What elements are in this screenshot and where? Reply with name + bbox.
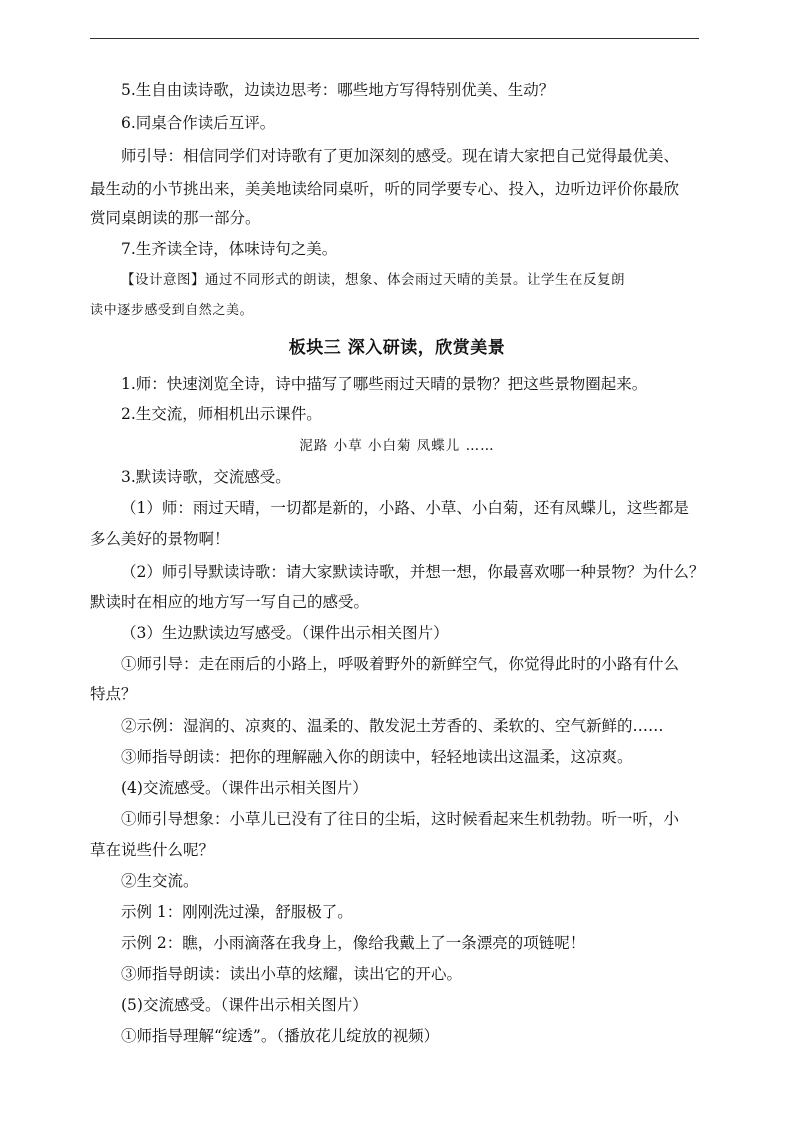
text-line: (4)交流感受。（课件出示相关图片） [121,779,368,797]
text-line: ③师指导朗读：读出小草的炫耀，读出它的开心。 [121,965,463,983]
text-line: 默读时在相应的地方写一写自己的感受。 [90,593,370,611]
text-line: (5)交流感受。（课件出示相关图片） [121,996,368,1014]
text-line: ①师引导：走在雨后的小路上，呼吸着野外的新鲜空气，你觉得此时的小路有什么 [121,655,680,673]
text-line: 示例 2：瞧，小雨滴落在我身上，像给我戴上了一条漂亮的项链呢！ [121,934,586,952]
scenery-words: 泥路 小草 小白菊 凤蝶儿 …… [299,438,495,454]
text-line: 师引导：相信同学们对诗歌有了更加深刻的感受。现在请大家把自己觉得最优美、 [121,147,680,165]
design-intent-cont: 读中逐步感受到自然之美。 [90,303,254,318]
section-title: 板块三 深入研读，欣赏美景 [288,338,506,358]
text-line: 2.生交流，师相机出示课件。 [121,405,322,423]
text-line: 6.同桌合作读后互评。 [121,114,276,132]
text-line: 7.生齐读全诗，体味诗句之美。 [121,240,338,258]
text-line: ①师引导想象：小草儿已没有了往日的尘垢，这时候看起来生机勃勃。听一听，小 [121,810,680,828]
text-line: 特点？ [90,685,137,703]
text-line: 示例 1：刚刚洗过澡，舒服极了。 [121,903,353,921]
text-line: ②示例：湿润的、凉爽的、温柔的、散发泥土芳香的、柔软的、空气新鲜的…… [121,717,664,735]
text-line: 多么美好的景物啊！ [90,530,230,548]
text-line: 最生动的小节挑出来，美美地读给同桌听，听的同学要专心、投入，边听边评价你最欣 [90,180,680,198]
text-line: ②生交流。 [121,872,199,890]
text-line: 赏同桌朗读的那一部分。 [90,209,261,227]
text-line: （1）师：雨过天晴，一切都是新的，小路、小草、小白菊，还有凤蝶儿，这些都是 [121,499,689,517]
design-intent: 【设计意图】通过不同形式的朗读，想象、体会雨过天晴的美景。让学生在反复朗 [121,272,625,288]
text-line: 1.师：快速浏览全诗，诗中描写了哪些雨过天晴的景物？把这些景物圈起来。 [121,375,648,393]
text-line: ③师指导朗读：把你的理解融入你的朗读中，轻轻地读出这温柔，这凉爽。 [121,748,633,766]
text-line: 3.默读诗歌，交流感受。 [121,468,291,486]
text-line: ①师指导理解“绽透”。（播放花儿绽放的视频） [121,1027,440,1045]
text-line: （3）生边默读边写感受。（课件出示相关图片） [121,624,449,642]
text-line: 5.生自由读诗歌，边读边思考：哪些地方写得特别优美、生动？ [121,81,555,99]
text-line: 草在说些什么呢？ [90,841,215,859]
header-rule [90,38,699,39]
text-line: （2）师引导默读诗歌：请大家默读诗歌，并想一想，你最喜欢哪一种景物？为什么？ [121,563,705,581]
